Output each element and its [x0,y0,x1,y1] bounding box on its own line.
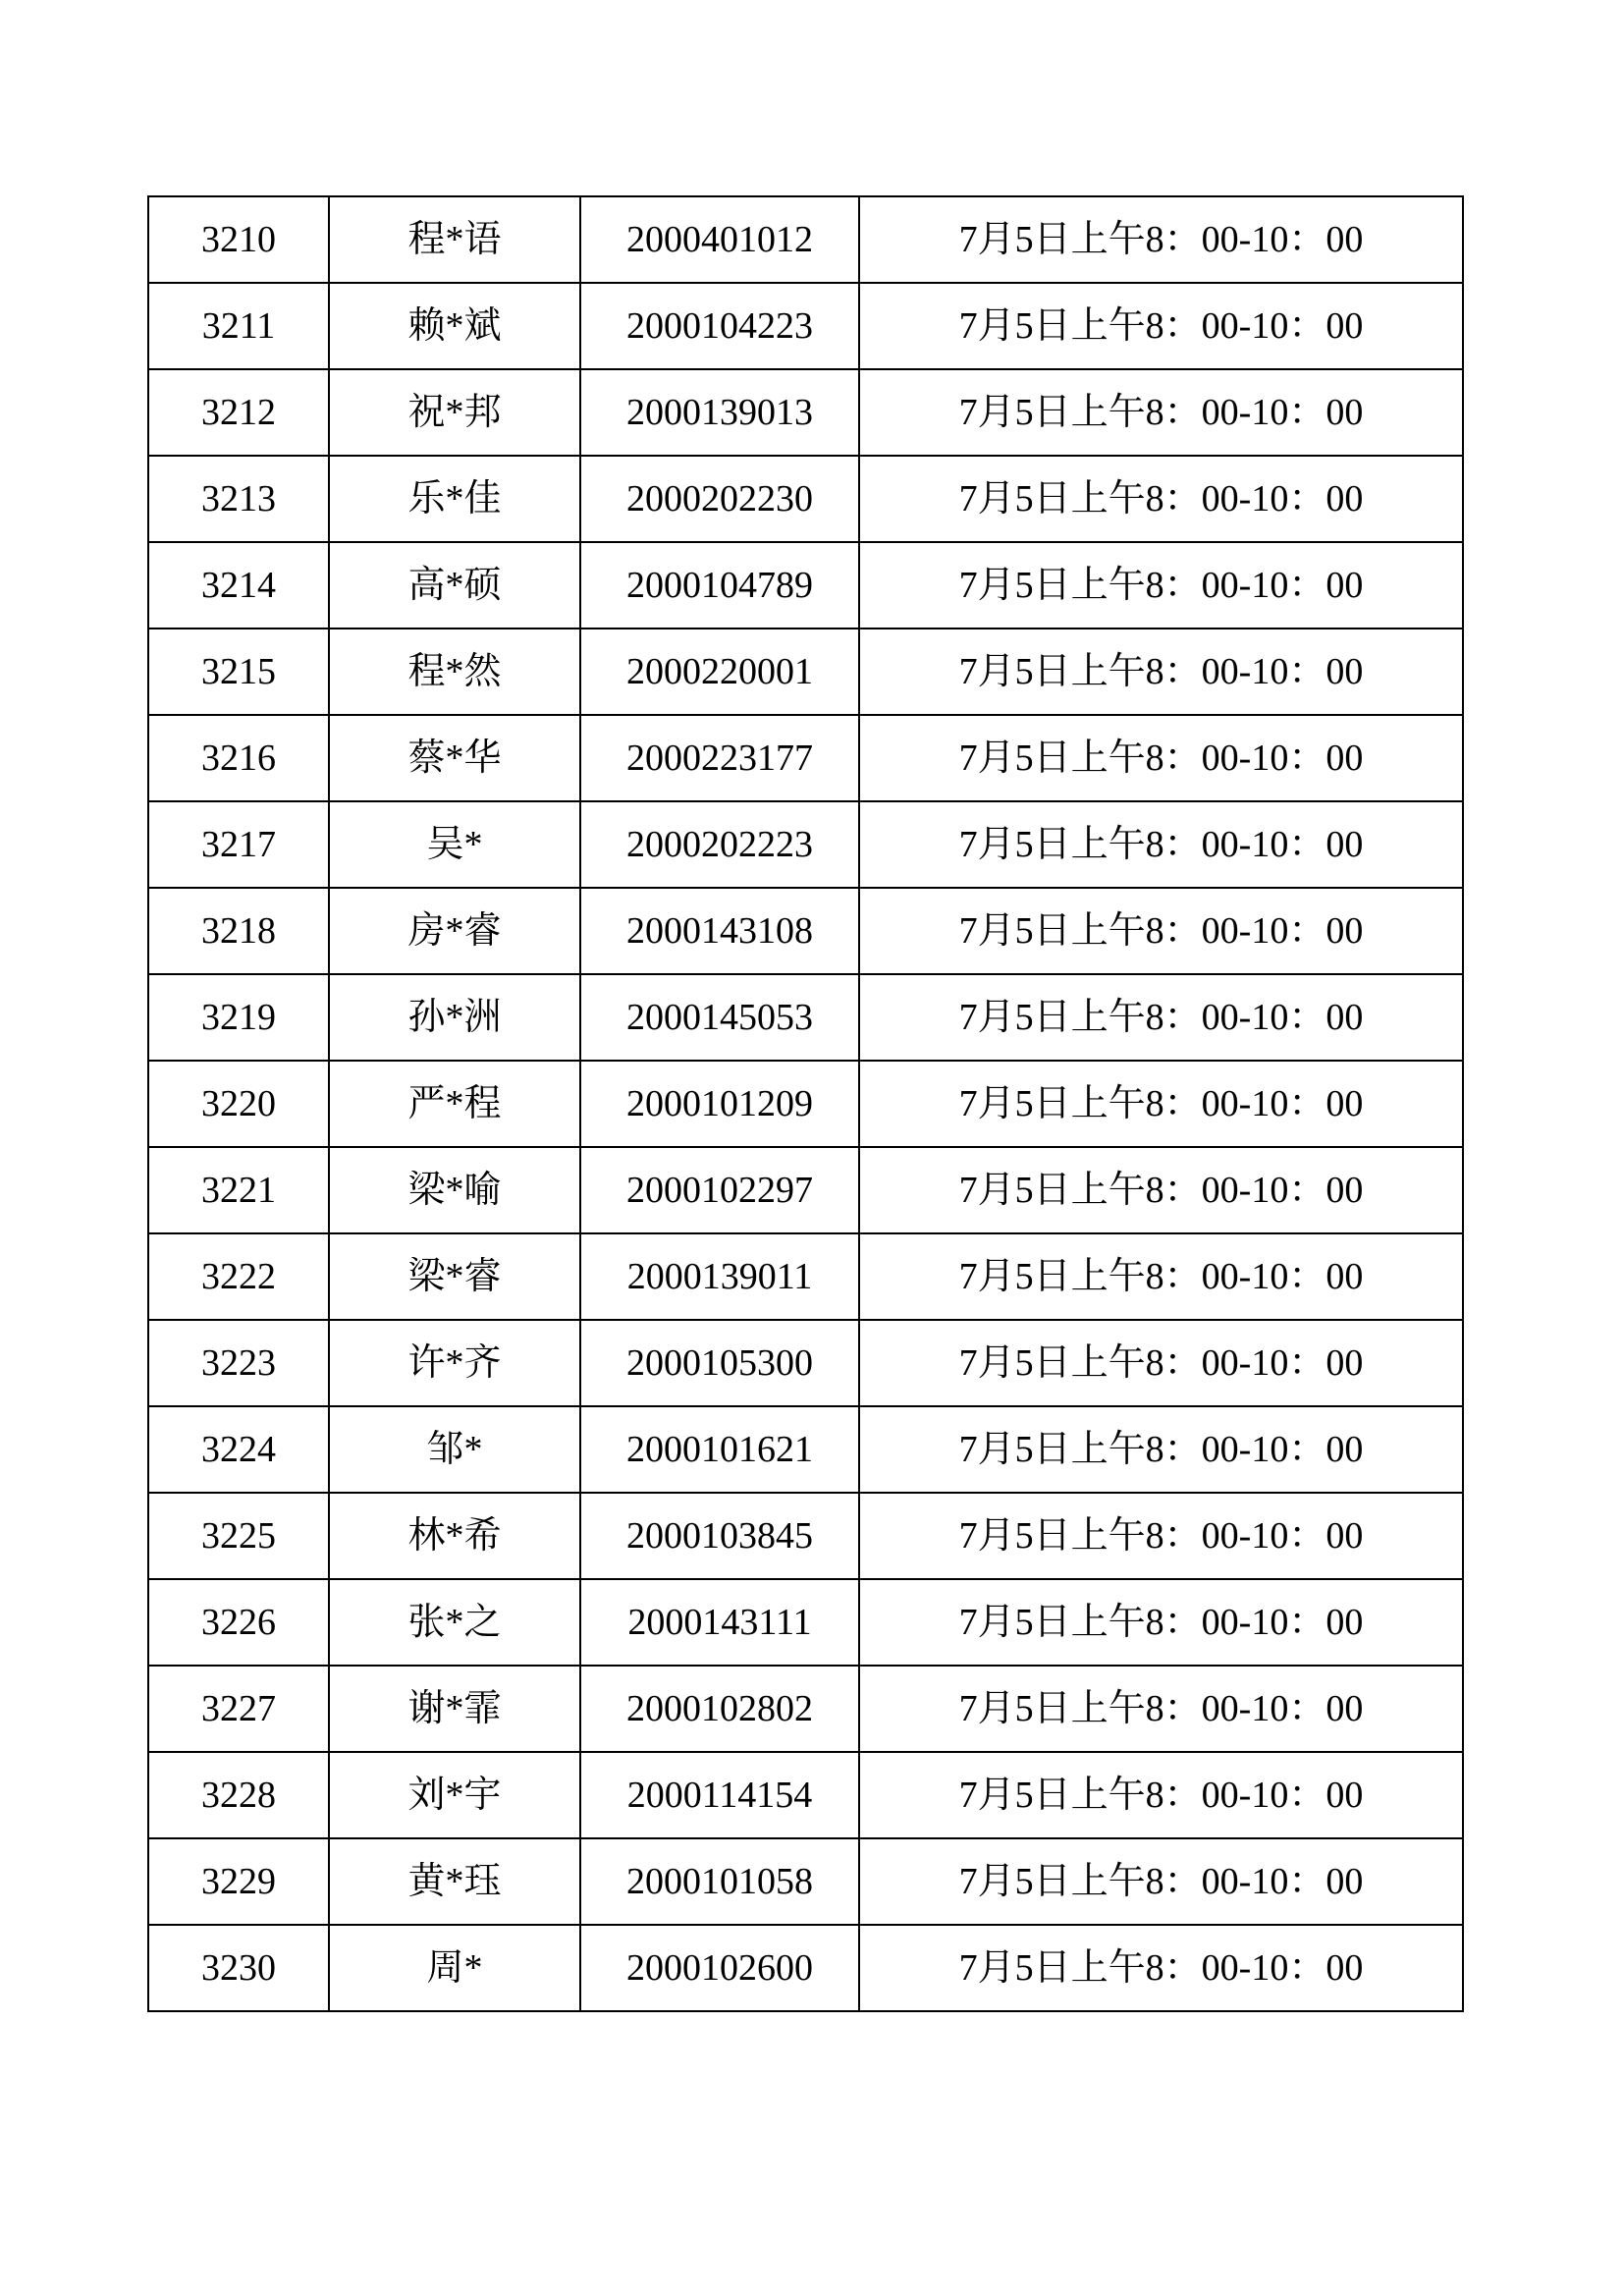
id-cell: 2000139013 [580,369,859,456]
seq-cell: 3228 [148,1752,329,1838]
time-cell: 7月5日上午8：00-10：00 [859,1579,1463,1666]
name-cell: 梁*喻 [329,1147,580,1233]
time-cell: 7月5日上午8：00-10：00 [859,283,1463,369]
name-cell: 梁*睿 [329,1233,580,1320]
table-row [148,1666,1463,1752]
seq-cell: 3215 [148,629,329,715]
time-cell: 7月5日上午8：00-10：00 [859,1752,1463,1838]
table-row [148,888,1463,974]
id-cell: 2000223177 [580,715,859,801]
name-cell: 张*之 [329,1579,580,1666]
time-cell: 7月5日上午8：00-10：00 [859,629,1463,715]
id-cell: 2000101621 [580,1406,859,1493]
table-row [148,1925,1463,2011]
name-cell: 房*睿 [329,888,580,974]
id-cell: 2000101058 [580,1838,859,1925]
name-cell: 乐*佳 [329,456,580,542]
id-cell: 2000143108 [580,888,859,974]
name-cell: 林*希 [329,1493,580,1579]
name-cell: 邹* [329,1406,580,1493]
time-cell: 7月5日上午8：00-10：00 [859,1666,1463,1752]
id-cell: 2000102600 [580,1925,859,2011]
name-cell: 程*然 [329,629,580,715]
table-row [148,369,1463,456]
table-row [148,629,1463,715]
id-cell: 2000145053 [580,974,859,1061]
seq-cell: 3229 [148,1838,329,1925]
name-cell: 黄*珏 [329,1838,580,1925]
id-cell: 2000101209 [580,1061,859,1147]
table-row [148,283,1463,369]
table-row [148,542,1463,629]
seq-cell: 3213 [148,456,329,542]
table-row [148,456,1463,542]
seq-cell: 3211 [148,283,329,369]
time-cell: 7月5日上午8：00-10：00 [859,1493,1463,1579]
time-cell: 7月5日上午8：00-10：00 [859,801,1463,888]
time-cell: 7月5日上午8：00-10：00 [859,974,1463,1061]
id-cell: 2000104223 [580,283,859,369]
time-cell: 7月5日上午8：00-10：00 [859,196,1463,283]
seq-cell: 3219 [148,974,329,1061]
name-cell: 赖*斌 [329,283,580,369]
seq-cell: 3217 [148,801,329,888]
name-cell: 高*硕 [329,542,580,629]
time-cell: 7月5日上午8：00-10：00 [859,1406,1463,1493]
table-row [148,1752,1463,1838]
id-cell: 2000202230 [580,456,859,542]
table-row [148,1061,1463,1147]
id-cell: 2000103845 [580,1493,859,1579]
table-row [148,1579,1463,1666]
time-cell: 7月5日上午8：00-10：00 [859,369,1463,456]
seq-cell: 3226 [148,1579,329,1666]
name-cell: 谢*霏 [329,1666,580,1752]
id-cell: 2000102802 [580,1666,859,1752]
table-row [148,974,1463,1061]
seq-cell: 3227 [148,1666,329,1752]
time-cell: 7月5日上午8：00-10：00 [859,1320,1463,1406]
name-cell: 许*齐 [329,1320,580,1406]
time-cell: 7月5日上午8：00-10：00 [859,715,1463,801]
time-cell: 7月5日上午8：00-10：00 [859,1925,1463,2011]
id-cell: 2000202223 [580,801,859,888]
name-cell: 程*语 [329,196,580,283]
table-row [148,801,1463,888]
seq-cell: 3216 [148,715,329,801]
id-cell: 2000104789 [580,542,859,629]
name-cell: 刘*宇 [329,1752,580,1838]
seq-cell: 3220 [148,1061,329,1147]
name-cell: 严*程 [329,1061,580,1147]
time-cell: 7月5日上午8：00-10：00 [859,1061,1463,1147]
id-cell: 2000114154 [580,1752,859,1838]
table-row [148,1406,1463,1493]
roster-table [147,195,1464,2012]
table-row [148,1233,1463,1320]
time-cell: 7月5日上午8：00-10：00 [859,888,1463,974]
name-cell: 祝*邦 [329,369,580,456]
seq-cell: 3230 [148,1925,329,2011]
table-row [148,1320,1463,1406]
seq-cell: 3214 [148,542,329,629]
id-cell: 2000143111 [580,1579,859,1666]
id-cell: 2000401012 [580,196,859,283]
seq-cell: 3212 [148,369,329,456]
time-cell: 7月5日上午8：00-10：00 [859,542,1463,629]
name-cell: 周* [329,1925,580,2011]
seq-cell: 3224 [148,1406,329,1493]
time-cell: 7月5日上午8：00-10：00 [859,1838,1463,1925]
seq-cell: 3222 [148,1233,329,1320]
name-cell: 蔡*华 [329,715,580,801]
id-cell: 2000139011 [580,1233,859,1320]
id-cell: 2000220001 [580,629,859,715]
time-cell: 7月5日上午8：00-10：00 [859,1233,1463,1320]
table-row [148,1493,1463,1579]
seq-cell: 3223 [148,1320,329,1406]
table-row [148,196,1463,283]
id-cell: 2000105300 [580,1320,859,1406]
table-row [148,1838,1463,1925]
name-cell: 吴* [329,801,580,888]
seq-cell: 3221 [148,1147,329,1233]
seq-cell: 3218 [148,888,329,974]
table-row [148,715,1463,801]
time-cell: 7月5日上午8：00-10：00 [859,1147,1463,1233]
roster-table-body [148,196,1463,2011]
seq-cell: 3210 [148,196,329,283]
time-cell: 7月5日上午8：00-10：00 [859,456,1463,542]
id-cell: 2000102297 [580,1147,859,1233]
name-cell: 孙*洲 [329,974,580,1061]
seq-cell: 3225 [148,1493,329,1579]
table-row [148,1147,1463,1233]
